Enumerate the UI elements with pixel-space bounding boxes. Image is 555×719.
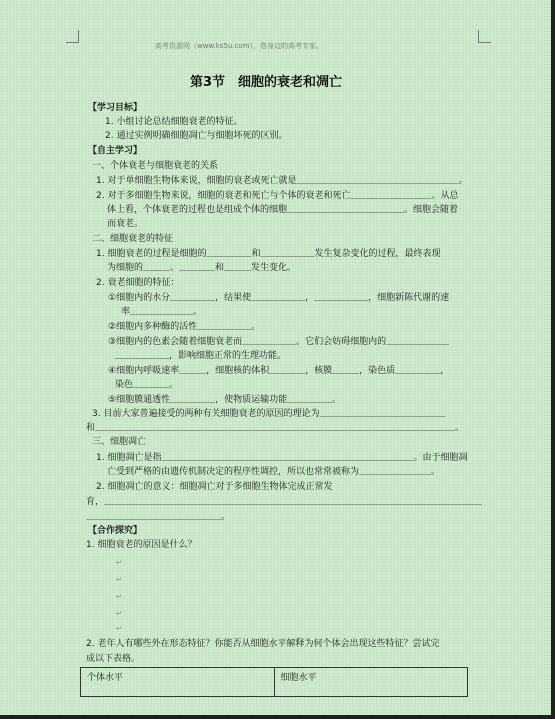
feature-text: ＿＿＿＿＿＿，影响细胞正常的生理功能。 <box>115 351 287 361</box>
feature-text: ③细胞内的色素会随着细胞衰老而＿＿＿＿＿＿。它们会妨碍细胞内的＿＿＿＿＿＿＿ <box>108 337 450 347</box>
section-title: 三、细胞凋亡 <box>92 437 147 447</box>
corner-mark <box>66 30 79 43</box>
feature-text: 率＿＿＿＿＿＿＿。 <box>121 307 203 317</box>
feature-text: ①细胞内的水分＿＿＿＿＿，结果使＿＿＿＿＿＿，＿＿＿＿＿＿，细胞新陈代谢的速 <box>108 293 450 303</box>
question-text: ＿＿＿＿＿＿＿＿＿＿＿＿＿＿＿。 <box>86 512 231 522</box>
question-text: 育，＿＿＿＿＿＿＿＿＿＿＿＿＿＿＿＿＿＿＿＿＿＿＿＿＿＿＿＿＿＿＿＿＿＿＿＿＿＿＿＿＿＿ <box>86 497 483 507</box>
feature-text: 染色＿＿＿＿。 <box>115 380 179 390</box>
question-text: 2. 衰老细胞的特征： <box>96 278 180 288</box>
page-edge <box>0 715 555 719</box>
section-title: 二、细胞衰老的特征 <box>92 234 174 244</box>
feature-text: ④细胞内呼吸速率＿＿＿，细胞核的体积＿＿＿＿，核膜＿＿＿，染色质＿＿＿＿＿， <box>108 366 450 376</box>
question-text: 亡受到严格的由遗传机制决定的程序性调控，所以也常常被称为＿＿＿＿＿＿＿＿。 <box>107 467 441 477</box>
question-text: 1. 细胞衰老的原因是什么？ <box>86 540 197 550</box>
question-text: 而衰老。 <box>107 219 144 229</box>
question-text: 1. 细胞衰老的过程是细胞的＿＿＿＿＿和＿＿＿＿＿＿发生复杂变化的过程，最终表现 <box>96 249 441 259</box>
page-title: 第3节 细胞的衰老和凋亡 <box>190 75 343 90</box>
coop-heading: 【合作探究】 <box>88 526 143 536</box>
question-text: 成以下表格。 <box>86 654 141 664</box>
question-text: 和＿＿＿＿＿＿＿＿＿＿＿＿＿＿＿＿＿＿＿＿＿＿＿＿＿＿＿＿＿＿＿＿＿＿＿＿＿＿＿＿。 <box>86 423 465 433</box>
corner-mark <box>478 30 491 43</box>
goal-item: 2. 通过实例明确细胞凋亡与细胞坏死的区别。 <box>105 131 288 141</box>
table-header-cell: 个体水平 <box>81 668 275 697</box>
table-row <box>81 668 468 697</box>
paragraph-mark: ↵ <box>116 575 123 584</box>
paragraph-mark: ↵ <box>116 592 123 601</box>
feature-text: ②细胞内多种酶的活性＿＿＿＿＿＿。 <box>108 322 261 332</box>
paragraph-mark: ↵ <box>116 624 123 633</box>
question-text: 2. 老年人有哪些外在形态特征？你能否从细胞水平解释为何个体会出现这些特征？尝试完 <box>86 639 440 649</box>
paragraph-mark: ↵ <box>116 558 123 567</box>
question-text: 体上看，个体衰老的过程也是组成个体的细胞＿＿＿＿＿＿＿＿＿＿＿＿＿。细胞会随着 <box>107 205 459 215</box>
goals-heading: 【学习目标】 <box>88 103 143 113</box>
question-text: 1. 对于单细胞生物体来说，细胞的衰老或死亡就是＿＿＿＿＿＿＿＿＿＿＿＿＿＿＿＿＿＿。 <box>96 176 468 186</box>
selfstudy-heading: 【自主学习】 <box>88 146 143 156</box>
feature-text: ⑤细胞膜通透性＿＿＿＿＿，使物质运输功能＿＿＿＿＿。 <box>108 395 342 405</box>
table-header-cell: 细胞水平 <box>274 668 468 697</box>
question-text: 2. 细胞凋亡的意义：细胞凋亡对于多细胞生物体完成正常发 <box>96 482 333 492</box>
page-header: 高考资源网（www.ks5u.com），您身边的高考专家。 <box>155 42 324 50</box>
section-title: 一、个体衰老与细胞衰老的关系 <box>92 161 219 171</box>
question-text: 1. 细胞凋亡是指＿＿＿＿＿＿＿＿＿＿＿＿＿＿＿＿＿＿＿＿＿＿＿＿＿＿＿＿。由于细胞凋 <box>96 453 468 463</box>
question-text: 3. 目前大家普遍接受的两种有关细胞衰老的原因的理论为＿＿＿＿＿＿＿＿＿＿＿＿＿＿ <box>92 409 446 419</box>
page-edge <box>551 0 555 719</box>
comparison-table <box>80 667 468 697</box>
question-text: 为细胞的＿＿＿、＿＿＿＿和＿＿＿发生变化。 <box>107 263 297 273</box>
goal-item: 1. 小组讨论总结细胞衰老的特征。 <box>105 117 243 127</box>
question-text: 2. 对于多细胞生物来说，细胞的衰老和死亡与个体的衰老和死亡＿＿＿＿＿＿＿＿＿。从总 <box>96 191 459 201</box>
paragraph-mark: ↵ <box>116 609 123 618</box>
